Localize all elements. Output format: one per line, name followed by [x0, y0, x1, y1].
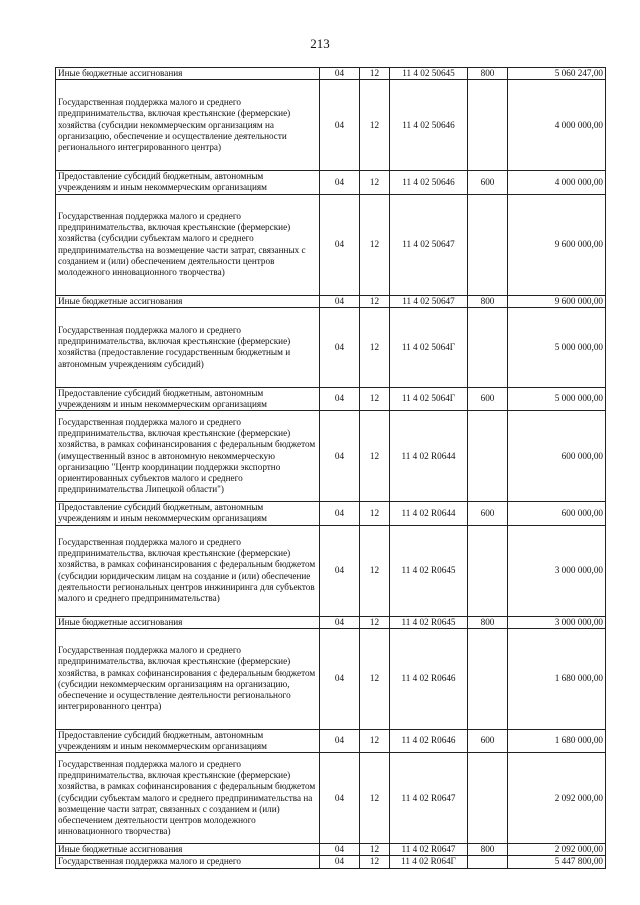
- amount: 5 060 247,00: [508, 68, 606, 80]
- expense-type-code: 800: [468, 616, 508, 628]
- amount: 5 447 800,00: [508, 856, 606, 868]
- section-code: 04: [320, 295, 360, 307]
- table-row: [56, 628, 606, 729]
- target-article-code: 11 4 02 R0644: [390, 502, 468, 525]
- expense-type-code: 800: [468, 68, 508, 80]
- expense-type-code: 600: [468, 729, 508, 752]
- subsection-code: 12: [360, 68, 390, 80]
- section-code: 04: [320, 525, 360, 616]
- section-code: 04: [320, 411, 360, 502]
- section-code: 04: [320, 616, 360, 628]
- target-article-code: 11 4 02 50647: [390, 295, 468, 307]
- section-code: 04: [320, 307, 360, 387]
- target-article-code: 11 4 02 R064Г: [390, 856, 468, 868]
- table-row: [56, 295, 606, 307]
- amount: 4 000 000,00: [508, 171, 606, 194]
- target-article-code: 11 4 02 R0646: [390, 628, 468, 729]
- section-code: 04: [320, 628, 360, 729]
- amount: 2 092 000,00: [508, 753, 606, 844]
- subsection-code: 12: [360, 844, 390, 856]
- expense-name: Государственная поддержка малого и среднего предпринимательства, включая крестьянские (фермерские) хозяйства (субсидии некоммерческим организациям на организацию, обеспечение и осуществление деятельности регионального интегрированного центра): [56, 80, 320, 171]
- target-article-code: 11 4 02 5064Г: [390, 307, 468, 387]
- target-article-code: 11 4 02 50645: [390, 68, 468, 80]
- amount: 5 000 000,00: [508, 307, 606, 387]
- expense-type-code: 800: [468, 295, 508, 307]
- section-code: 04: [320, 80, 360, 171]
- expense-type-code: [468, 525, 508, 616]
- section-code: 04: [320, 387, 360, 410]
- amount: 4 000 000,00: [508, 80, 606, 171]
- subsection-code: 12: [360, 616, 390, 628]
- target-article-code: 11 4 02 5064Г: [390, 387, 468, 410]
- expense-type-code: [468, 194, 508, 295]
- expense-type-code: 600: [468, 502, 508, 525]
- section-code: 04: [320, 753, 360, 844]
- subsection-code: 12: [360, 411, 390, 502]
- table-row: [56, 68, 606, 80]
- expense-name: Иные бюджетные ассигнования: [56, 295, 320, 307]
- subsection-code: 12: [360, 753, 390, 844]
- subsection-code: 12: [360, 525, 390, 616]
- expense-type-code: [468, 753, 508, 844]
- table-row: [56, 525, 606, 616]
- table-row: [56, 502, 606, 525]
- table-row: [56, 844, 606, 856]
- expense-type-code: [468, 80, 508, 171]
- expense-name: Предоставление субсидий бюджетным, автономным учреждениям и иным некоммерческим организациям: [56, 387, 320, 410]
- target-article-code: 11 4 02 R0645: [390, 616, 468, 628]
- table-row: [56, 171, 606, 194]
- expense-name: Государственная поддержка малого и среднего предпринимательства, включая крестьянские (фермерские) хозяйства, в рамках софинансирования с федеральным бюджетом (субсидии юридическим лицам на создание и (или) обеспечение деятельности региональных центров инжиниринга для субъектов малого и среднего предпринимательства): [56, 525, 320, 616]
- expense-name: Иные бюджетные ассигнования: [56, 68, 320, 80]
- expense-type-code: [468, 856, 508, 868]
- subsection-code: 12: [360, 171, 390, 194]
- subsection-code: 12: [360, 295, 390, 307]
- target-article-code: 11 4 02 R0644: [390, 411, 468, 502]
- subsection-code: 12: [360, 307, 390, 387]
- target-article-code: 11 4 02 50646: [390, 171, 468, 194]
- table-row: [56, 753, 606, 844]
- target-article-code: 11 4 02 50646: [390, 80, 468, 171]
- page-number: 213: [310, 36, 330, 51]
- amount: 600 000,00: [508, 502, 606, 525]
- expense-name: Государственная поддержка малого и среднего предпринимательства, включая крестьянские (фермерские) хозяйства (субсидии субъектам малого и среднего предпринимательства на возмещение части затрат, связанных с созданием и (или) обеспечением деятельности центров молодежного инновационного творчества): [56, 194, 320, 295]
- amount: 5 000 000,00: [508, 387, 606, 410]
- expense-type-code: [468, 411, 508, 502]
- expense-type-code: 600: [468, 171, 508, 194]
- expense-type-code: [468, 628, 508, 729]
- expense-name: Государственная поддержка малого и среднего: [56, 856, 320, 868]
- table-row: [56, 194, 606, 295]
- expense-name: Иные бюджетные ассигнования: [56, 844, 320, 856]
- table-row: [56, 856, 606, 868]
- target-article-code: 11 4 02 R0647: [390, 844, 468, 856]
- section-code: 04: [320, 194, 360, 295]
- target-article-code: 11 4 02 R0645: [390, 525, 468, 616]
- expense-type-code: 600: [468, 387, 508, 410]
- amount: 9 600 000,00: [508, 295, 606, 307]
- amount: 1 680 000,00: [508, 729, 606, 752]
- table-row: [56, 616, 606, 628]
- section-code: 04: [320, 729, 360, 752]
- expense-name: Иные бюджетные ассигнования: [56, 616, 320, 628]
- table-row: [56, 307, 606, 387]
- table-row: [56, 80, 606, 171]
- expense-name: Предоставление субсидий бюджетным, автономным учреждениям и иным некоммерческим организациям: [56, 171, 320, 194]
- amount: 3 000 000,00: [508, 525, 606, 616]
- amount: 9 600 000,00: [508, 194, 606, 295]
- target-article-code: 11 4 02 R0647: [390, 753, 468, 844]
- subsection-code: 12: [360, 729, 390, 752]
- table-row: [56, 729, 606, 752]
- section-code: 04: [320, 502, 360, 525]
- expense-name: Государственная поддержка малого и среднего предпринимательства, включая крестьянские (фермерские) хозяйства (предоставление государственным бюджетным и автономным учреждениям субсидий): [56, 307, 320, 387]
- section-code: 04: [320, 171, 360, 194]
- expense-name: Государственная поддержка малого и среднего предпринимательства, включая крестьянские (фермерские) хозяйства, в рамках софинансирования с федеральным бюджетом (субсидии субъектам малого и среднего предпринимательства на возмещение части затрат, связанных с созданием и (или) обеспечением деятельности центров молодежного инновационного творчества): [56, 753, 320, 844]
- expense-name: Государственная поддержка малого и среднего предпринимательства, включая крестьянские (фермерские) хозяйства, в рамках софинансирования с федеральным бюджетом (имущественный взнос в автономную некоммерческую организацию "Центр координации поддержки экспортно ориентированных субъектов малого и среднего предпринимательства Липецкой области"): [56, 411, 320, 502]
- expense-type-code: [468, 307, 508, 387]
- budget-table: [55, 67, 606, 869]
- section-code: 04: [320, 856, 360, 868]
- target-article-code: 11 4 02 R0646: [390, 729, 468, 752]
- amount: 3 000 000,00: [508, 616, 606, 628]
- amount: 2 092 000,00: [508, 844, 606, 856]
- table-row: [56, 411, 606, 502]
- table-row: [56, 387, 606, 410]
- amount: 600 000,00: [508, 411, 606, 502]
- subsection-code: 12: [360, 194, 390, 295]
- expense-name: Предоставление субсидий бюджетным, автономным учреждениям и иным некоммерческим организациям: [56, 502, 320, 525]
- target-article-code: 11 4 02 50647: [390, 194, 468, 295]
- subsection-code: 12: [360, 628, 390, 729]
- subsection-code: 12: [360, 80, 390, 171]
- section-code: 04: [320, 844, 360, 856]
- expense-name: Предоставление субсидий бюджетным, автономным учреждениям и иным некоммерческим организациям: [56, 729, 320, 752]
- expense-name: Государственная поддержка малого и среднего предпринимательства, включая крестьянские (фермерские) хозяйства, в рамках софинансирования с федеральным бюджетом (субсидии некоммерческим организациям на организацию, обеспечение и осуществление деятельности регионального интегрированного центра): [56, 628, 320, 729]
- subsection-code: 12: [360, 856, 390, 868]
- section-code: 04: [320, 68, 360, 80]
- amount: 1 680 000,00: [508, 628, 606, 729]
- expense-type-code: 800: [468, 844, 508, 856]
- subsection-code: 12: [360, 502, 390, 525]
- subsection-code: 12: [360, 387, 390, 410]
